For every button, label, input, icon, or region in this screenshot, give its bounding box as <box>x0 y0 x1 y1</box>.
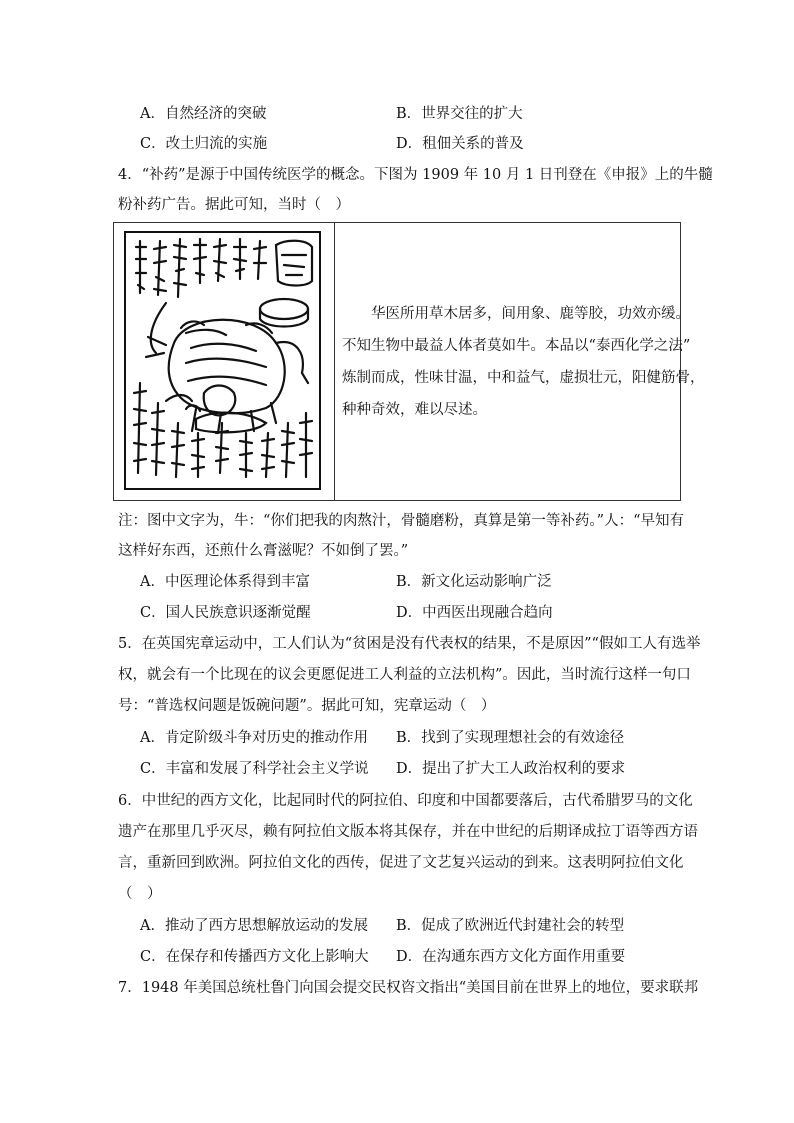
q4-note-line-2: 这样好东西，还煎什么膏滋呢？不如倒了罢。” <box>118 543 409 559</box>
q5-stem-line-1: 5．在英国宪章运动中，工人们认为“贫困是没有代表权的结果，不是原因”“假如工人有选举 <box>118 636 701 652</box>
ad-text-line-4: 种种奇效，难以尽述。 <box>342 402 487 418</box>
q4-option-a[interactable]: A．中医理论体系得到丰富 <box>140 574 310 590</box>
q3-options-row-2 <box>140 134 640 154</box>
q3-option-a[interactable]: A．自然经济的突破 <box>140 106 267 122</box>
q4-stem-line-2: 粉补药广告。据此可知，当时（ ） <box>118 197 350 213</box>
q4-options-row-1 <box>140 572 640 592</box>
q4-note-line-1: 注：图中文字为，牛：“你们把我的肉熬汁，骨髓磨粉，真算是第一等补药。”人：“早知有 <box>118 513 684 529</box>
q4-option-c[interactable]: C．国人民族意识逐渐觉醒 <box>140 605 311 621</box>
q4-options-row-2 <box>140 603 640 623</box>
q6-stem-line-1: 6．中世纪的西方文化，比起同时代的阿拉伯、印度和中国都要落后，古代希腊罗马的文化 <box>118 793 693 809</box>
q4-advertisement-table <box>113 222 705 501</box>
q4-stem-line-1: 4．“补药”是源于中国传统医学的概念。下图为 1909 年 10 月 1 日刊登在《申报》上的牛髓 <box>118 167 713 183</box>
q7-stem-line-1: 7．1948 年美国总统杜鲁门向国会提交民权咨文指出“美国目前在世界上的地位，要求联邦 <box>118 980 699 996</box>
q6-options-row-2 <box>140 947 660 967</box>
q5-options-row-1 <box>140 728 660 748</box>
q6-stem-line-4: （ ） <box>118 886 162 902</box>
q6-options-row-1 <box>140 916 660 936</box>
q5-stem-line-3: 号：“普选权问题是饭碗问题”。据此可知，宪章运动（ ） <box>118 698 496 714</box>
q6-stem-line-2: 遗产在那里几乎灭尽，赖有阿拉伯文版本将其保存，并在中世纪的后期译成拉丁语等西方语 <box>118 824 698 840</box>
q6-option-b[interactable]: B．促成了欧洲近代封建社会的转型 <box>396 918 625 934</box>
ad-text-line-1: 华医所用草木居多，间用象、鹿等胶，功效亦缓。 <box>342 306 690 322</box>
q3-option-d[interactable]: D．租佃关系的普及 <box>396 136 524 152</box>
q3-options-row-1 <box>140 104 640 124</box>
ad-text-line-3: 炼制而成，性味甘温，中和益气，虚损壮元，阳健筋骨， <box>342 370 705 386</box>
q5-option-b[interactable]: B．找到了实现理想社会的有效途径 <box>396 730 625 746</box>
q4-option-d[interactable]: D．中西医出现融合趋向 <box>396 605 553 621</box>
q4-option-b[interactable]: B．新文化运动影响广泛 <box>396 574 552 590</box>
ad-text-cell <box>335 223 705 500</box>
ad-illustration <box>124 231 321 490</box>
q3-option-b[interactable]: B．世界交往的扩大 <box>396 106 523 122</box>
q6-stem-line-3: 言，重新回到欧洲。阿拉伯文化的西传，促进了文艺复兴运动的到来。这表明阿拉伯文化 <box>118 855 684 871</box>
q5-option-d[interactable]: D．提出了扩大工人政治权利的要求 <box>396 761 626 777</box>
ad-text-line-2: 不知生物中最益人体者莫如牛。本品以“泰西化学之法” <box>342 338 691 354</box>
ox-advertisement-illustration <box>126 233 319 488</box>
ad-image-cell <box>114 223 335 500</box>
q3-option-c[interactable]: C．改土归流的实施 <box>140 136 268 152</box>
q5-option-c[interactable]: C．丰富和发展了科学社会主义学说 <box>140 761 369 777</box>
q5-option-a[interactable]: A．肯定阶级斗争对历史的推动作用 <box>140 730 368 746</box>
q6-option-c[interactable]: C．在保存和传播西方文化上影响大 <box>140 949 369 965</box>
q5-stem-line-2: 权，就会有一个比现在的议会更愿促进工人利益的立法机构”。因此，当时流行这样一句口 <box>118 667 691 683</box>
q6-option-a[interactable]: A．推动了西方思想解放运动的发展 <box>140 918 368 934</box>
q6-option-d[interactable]: D．在沟通东西方文化方面作用重要 <box>396 949 626 965</box>
q5-options-row-2 <box>140 759 660 779</box>
